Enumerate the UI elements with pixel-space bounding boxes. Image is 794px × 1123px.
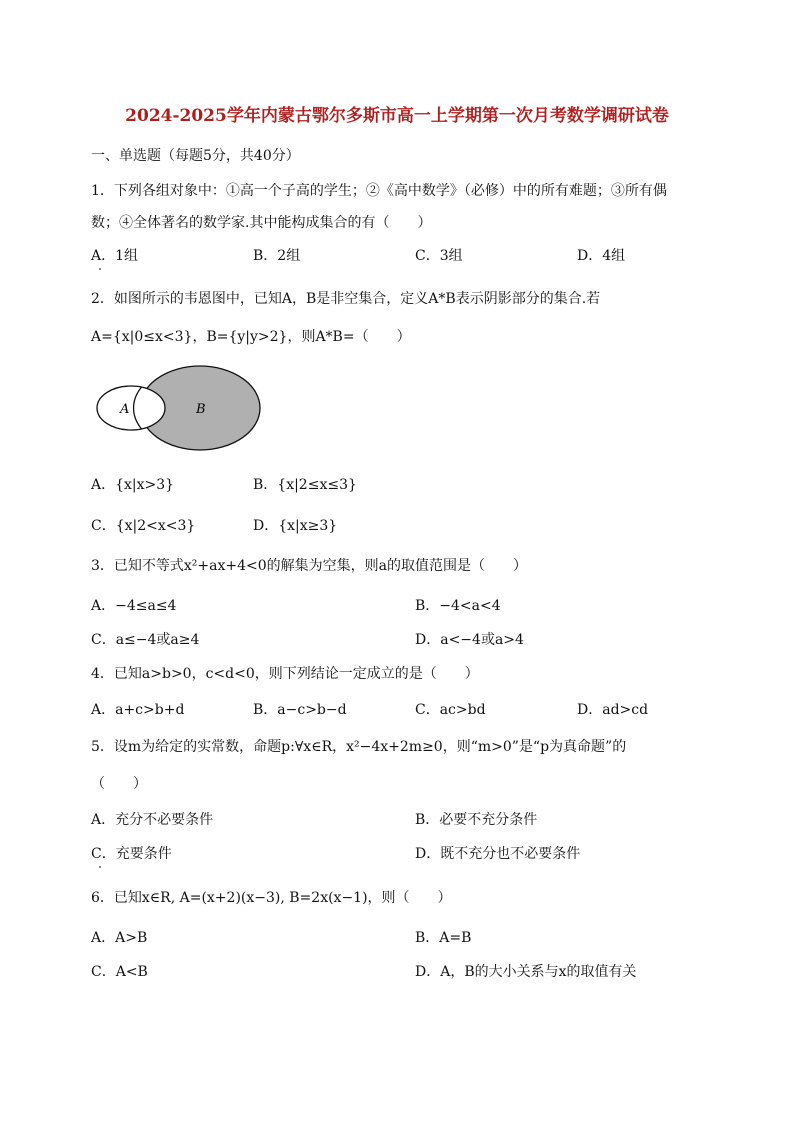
q5-line1: 5．设m为给定的实常数，命题p:∀x∈R，x²−4x+2m≥0，则“m>0”是“p为真命题”的 (91, 739, 627, 755)
q2-option-c: C．{x|2<x<3} (91, 518, 196, 534)
q2-line1: 2．如图所示的韦恩图中，已知A，B是非空集合，定义A*B表示阴影部分的集合.若 (91, 291, 601, 307)
q2-option-a: A．{x|x>3} (91, 477, 175, 493)
q4-option-a: A．a+c>b+d (91, 702, 185, 718)
q6-option-b: B．A=B (415, 930, 472, 946)
q5-option-b: B．必要不充分条件 (415, 812, 538, 828)
q2-option-b: B．{x|2≤x≤3} (253, 477, 357, 493)
venn-diagram (94, 363, 264, 455)
q1-option-d: D．4组 (577, 248, 626, 264)
q6-option-d: D．A，B的大小关系与x的取值有关 (415, 964, 637, 980)
q4-line1: 4．已知a>b>0，c<d<0，则下列结论一定成立的是（ ） (91, 666, 479, 682)
q5-option-a: A．充分不必要条件 (91, 812, 214, 828)
q4-option-c: C．ac>bd (415, 702, 486, 718)
q5-option-c: C．充要条件 (91, 846, 172, 862)
q4-option-d: D．ad>cd (577, 702, 649, 718)
q2-line2: A={x|0≤x<3}，B={y|y>2}，则A*B=（ ） (91, 329, 411, 345)
q4-option-b: B．a−c>b−d (253, 702, 347, 718)
q3-option-b: B．−4<a<4 (415, 598, 501, 614)
q5-option-d: D．既不充分也不必要条件 (415, 846, 581, 862)
q3-option-d: D．a<−4或a>4 (415, 632, 524, 648)
artifact-dot (99, 866, 101, 868)
venn-set-a (97, 386, 165, 430)
q3-option-a: A．−4≤a≤4 (91, 598, 177, 614)
q6-line1: 6．已知x∈R, A=(x+2)(x−3), B=2x(x−1)，则（ ） (91, 890, 452, 906)
exam-title: 2024-2025学年内蒙古鄂尔多斯市高一上学期第一次月考数学调研试卷 (125, 106, 669, 126)
artifact-dot (99, 268, 101, 270)
section-heading: 一、单选题（每题5分，共40分） (91, 148, 300, 164)
q3-line1: 3．已知不等式x²+ax+4<0的解集为空集，则a的取值范围是（ ） (91, 558, 528, 574)
venn-label-a: A (120, 402, 130, 417)
q1-line1: 1．下列各组对象中：①高一个子高的学生；②《高中数学》（必修）中的所有难题；③所有偶 (91, 183, 667, 199)
q6-option-a: A．A>B (91, 930, 148, 946)
q1-line2: 数；④全体著名的数学家.其中能构成集合的有（ ） (91, 215, 432, 231)
q5-line2: （ ） (91, 776, 147, 792)
q2-option-d: D．{x|x≥3} (253, 518, 338, 534)
q1-option-b: B．2组 (253, 248, 301, 264)
q3-option-c: C．a≤−4或a≥4 (91, 632, 200, 648)
q1-option-c: C．3组 (415, 248, 463, 264)
q6-option-c: C．A<B (91, 964, 148, 980)
venn-label-b: B (196, 402, 206, 417)
q1-option-a: A．1组 (91, 248, 139, 264)
